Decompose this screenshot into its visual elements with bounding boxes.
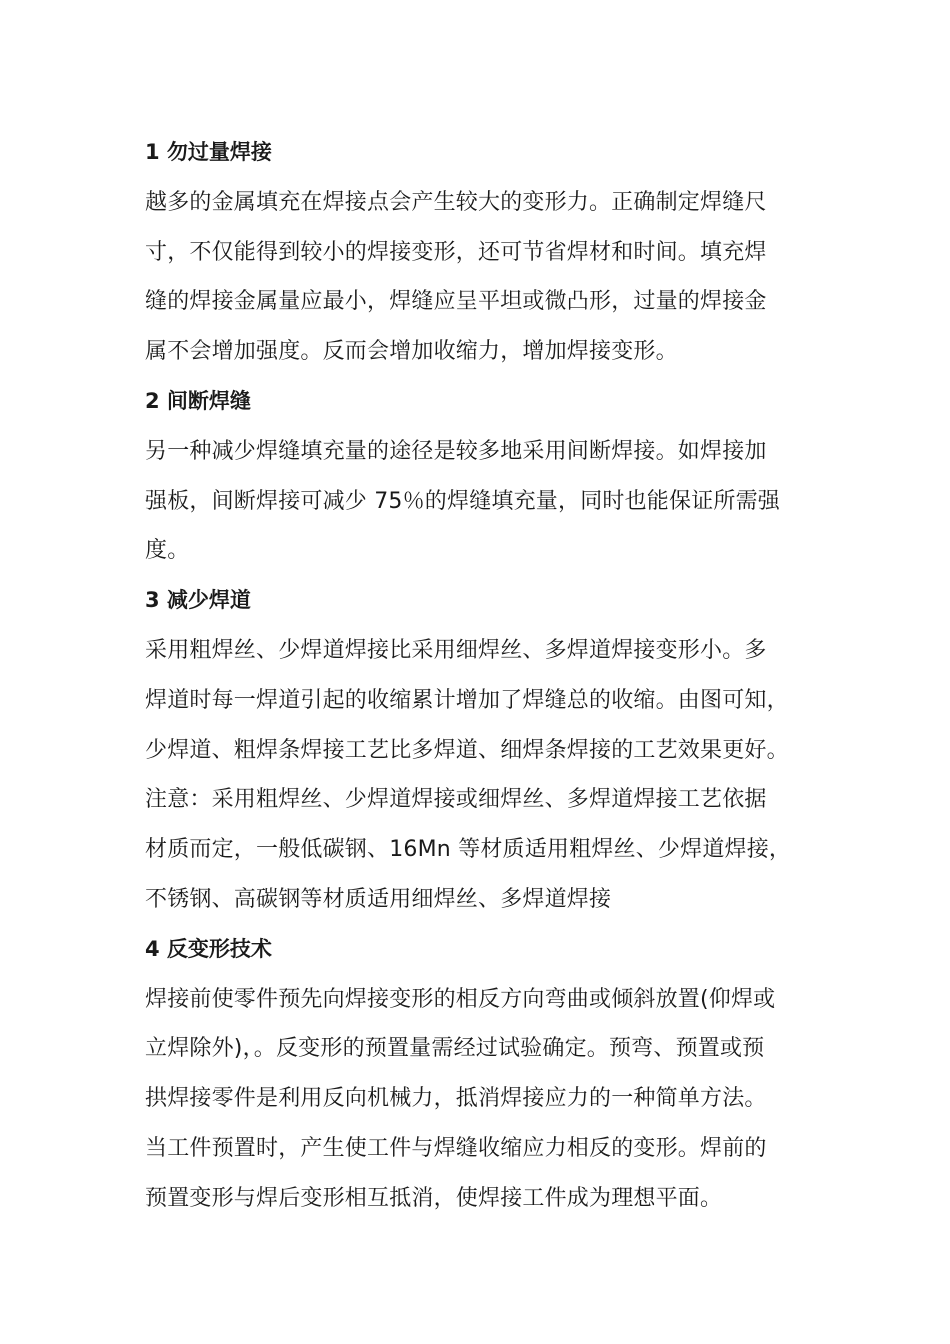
text-line: 预置变形与焊后变形相互抵消，使焊接工件成为理想平面。 <box>145 1185 723 1211</box>
section-heading: 3 减少焊道 <box>145 588 251 613</box>
section-1 <box>145 128 825 377</box>
text-line: 当工件预置时，产生使工件与焊缝收缩应力相反的变形。焊前的 <box>145 1135 767 1161</box>
section-3 <box>145 576 825 925</box>
text-line: 寸，不仅能得到较小的焊接变形，还可节省焊材和时间。填充焊 <box>145 239 767 265</box>
section-2 <box>145 377 825 576</box>
section-heading: 2 间断焊缝 <box>145 388 251 413</box>
text-line: 属不会增加强度。反而会增加收缩力，增加焊接变形。 <box>145 339 678 365</box>
section-heading: 1 勿过量焊接 <box>145 140 272 164</box>
text-line: 采用粗焊丝、少焊道焊接比采用细焊丝、多焊道焊接变形小。多 <box>145 637 767 663</box>
text-line: 越多的金属填充在焊接点会产生较大的变形力。正确制定焊缝尺 <box>145 189 767 215</box>
text-line: 拱焊接零件是利用反向机械力，抵消焊接应力的一种简单方法。 <box>145 1086 767 1112</box>
text-line: 不锈钢、高碳钢等材质适用细焊丝、多焊道焊接 <box>145 886 612 912</box>
section-paragraph <box>145 427 825 576</box>
text-line: 另一种减少焊缝填充量的途径是较多地采用间断焊接。如焊接加 <box>145 438 767 464</box>
text-line: 强板，间断焊接可减少 75％的焊缝填充量，同时也能保证所需强 <box>145 488 780 514</box>
text-line: 材质而定，一般低碳钢、16Mn 等材质适用粗焊丝、少焊道焊接， <box>145 837 792 863</box>
text-line: 缝的焊接金属量应最小，焊缝应呈平坦或微凸形，过量的焊接金 <box>145 289 767 315</box>
document-body <box>145 128 825 1224</box>
text-line: 少焊道、粗焊条焊接工艺比多焊道、细焊条焊接的工艺效果更好。 <box>145 737 789 763</box>
text-line: 立焊除外)，。反变形的预置量需经过试验确定。预弯、预置或预 <box>145 1036 765 1062</box>
section-paragraph <box>145 975 825 1224</box>
text-line: 注意：采用粗焊丝、少焊道焊接或细焊丝、多焊道焊接工艺依据 <box>145 787 767 813</box>
section-paragraph <box>145 626 825 925</box>
text-line: 焊道时每一焊道引起的收缩累计增加了焊缝总的收缩。由图可知， <box>145 687 789 713</box>
text-line: 度。 <box>145 538 190 564</box>
section-paragraph <box>145 178 825 377</box>
section-4 <box>145 925 825 1224</box>
section-heading: 4 反变形技术 <box>145 936 272 961</box>
text-line: 焊接前使零件预先向焊接变形的相反方向弯曲或倾斜放置(仰焊或 <box>145 986 776 1012</box>
